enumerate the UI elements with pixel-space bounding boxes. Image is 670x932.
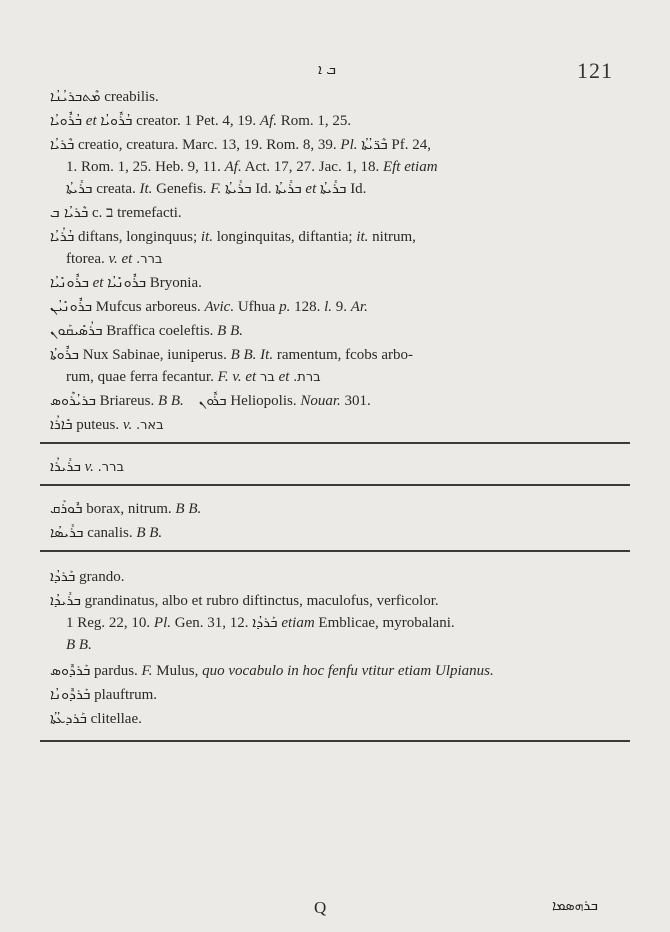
- abbrev: It.: [139, 181, 153, 197]
- conjunction: et: [85, 113, 97, 129]
- entry: [50, 272, 628, 294]
- syriac-headword: ܒܶܪܝܳܐ: [50, 137, 75, 153]
- definition: Mufcus arboreus.: [95, 299, 201, 315]
- syriac-plural: ܒܶܪ̈ܝܳܬܳܐ: [361, 137, 388, 153]
- syriac-headword: ܡܶܬܒܪܝܳܢܳܐ: [50, 89, 101, 105]
- definition: ftorea.: [66, 251, 105, 267]
- definition: creatio, creatura. Marc. 13, 19. Rom. 8, 39.: [77, 137, 337, 153]
- entry: [50, 202, 628, 224]
- reference: Id.: [255, 181, 272, 197]
- continuation: [66, 248, 628, 271]
- syriac-headword: ܒܪܝܳܪܶܘܣ: [50, 393, 96, 409]
- definition: c. ב tremefacti.: [91, 205, 182, 221]
- definition: Nux Sabinae, iuniperus.: [82, 347, 227, 363]
- entry: [50, 110, 628, 132]
- reference: 128.: [294, 299, 321, 315]
- abbrev: Af.: [259, 113, 277, 129]
- definition: plauftrum.: [94, 687, 158, 703]
- definition: creata.: [96, 181, 136, 197]
- definition: grandinatus, albo et rubro diftinctus, maculofus, verficolor.: [84, 593, 439, 609]
- abbrev: Pl.: [153, 615, 172, 631]
- continuation: [66, 178, 628, 200]
- running-head: ܒ ܐ: [318, 62, 336, 78]
- syriac-headword: ܒܰܪܕܳܐ: [50, 569, 76, 585]
- abbrev: l.: [324, 299, 332, 315]
- syriac-word: ܒܪܺܝܬܳܐ: [225, 181, 252, 197]
- syriac-headword: ܒܳܪܽܘܝܳܐ: [100, 113, 133, 129]
- syriac-word: ܒܰܪܕܳܐ: [252, 615, 278, 631]
- reference: Gen. 31, 12.: [174, 615, 249, 631]
- entry: [50, 86, 628, 108]
- definition: nitrum,: [372, 229, 416, 245]
- entry: [50, 226, 628, 271]
- definition: Bryonia.: [149, 275, 202, 291]
- note: quo vocabulo in hoc fenfu vtitur etiam Ulpianus.: [202, 663, 494, 679]
- reference: 1 Reg. 22, 10.: [66, 615, 151, 631]
- page-number: 121: [577, 58, 613, 83]
- syriac-headword: ܒܽܘܪܰܩ: [50, 501, 83, 517]
- definition: pardus.: [94, 663, 138, 679]
- abbrev: B B.: [230, 347, 257, 363]
- abbrev: B B.: [136, 525, 163, 541]
- continuation: [66, 156, 628, 178]
- syriac-headword: ܒܰܪܕܽܘܣ: [50, 663, 91, 679]
- definition: puteus.: [76, 417, 120, 433]
- reference: 301.: [344, 393, 371, 409]
- syriac-headword: ܒܪܽܘܢܺܝܳܐ: [107, 275, 147, 291]
- abbrev: Af.: [224, 159, 242, 175]
- abbrev: F.: [217, 369, 229, 385]
- entry: [50, 296, 628, 318]
- entry: [50, 660, 628, 682]
- section-rule: [40, 442, 630, 444]
- reference: Rom. 1, 25.: [280, 113, 352, 129]
- abbrev: It.: [260, 347, 274, 363]
- syriac-headword: ܒܶܪܝܳܐ ܒ: [50, 205, 89, 221]
- conjunction: et: [278, 369, 290, 385]
- abbrev: B B.: [157, 393, 184, 409]
- hebrew-ref: ברת.: [293, 370, 321, 385]
- abbrev: Ar.: [350, 299, 368, 315]
- abbrev: B B.: [66, 637, 92, 653]
- entry: [50, 708, 628, 730]
- abbrev: F.: [141, 663, 153, 679]
- definition: Braffica coeleftis.: [106, 323, 214, 339]
- definition: Heliopolis.: [230, 393, 297, 409]
- reference: 9.: [335, 299, 347, 315]
- reference: Id.: [350, 181, 367, 197]
- definition: clitellae.: [90, 711, 142, 727]
- conjunction: et: [92, 275, 104, 291]
- syriac-headword: ܒܪܳܣܺܝܩܰܘܢ: [50, 323, 103, 339]
- definition: creabilis.: [104, 89, 159, 105]
- definition: ramentum, fcobs arbo-: [276, 347, 414, 363]
- syriac-word: ܒܪܺܝܬܳܐ: [320, 181, 347, 197]
- entry: [50, 320, 628, 342]
- abbrev: Avic.: [204, 299, 235, 315]
- syriac-headword: ܒܳܪܽܘܝܳܐ: [50, 113, 83, 129]
- syriac-headword: ܒܪܽܘܢܺܝܳܢ: [50, 299, 93, 315]
- abbrev: v. et: [108, 251, 133, 267]
- reference: Genefis.: [156, 181, 207, 197]
- hebrew-ref: באר.: [135, 418, 164, 433]
- definition: rum, quae ferra fecantur.: [66, 369, 214, 385]
- abbrev: B B.: [175, 501, 202, 517]
- definition: grando.: [79, 569, 125, 585]
- syriac-headword: ܒܪܽܘܢܺܝܳܐ: [50, 275, 89, 291]
- entry: [50, 414, 628, 437]
- reference: Act. 17, 27. Jac. 1, 18.: [244, 159, 380, 175]
- continuation: [66, 366, 628, 389]
- entry: [50, 344, 628, 389]
- syriac-word: ܒܪܺܝܬܳܐ: [66, 181, 93, 197]
- section-rule: [40, 740, 630, 742]
- entry: [50, 390, 628, 412]
- definition: Ufhua: [237, 299, 276, 315]
- catchword: ܒܪܗܣܡܐ: [552, 898, 598, 914]
- abbrev: v.: [122, 417, 133, 433]
- hebrew-ref: ברר.: [136, 252, 163, 267]
- syriac-headword: ܒܰܪܕܽܘܢܳܐ: [50, 687, 91, 703]
- entry: [50, 566, 628, 588]
- definition: creator. 1 Pet. 4, 19.: [136, 113, 257, 129]
- definition: diftans, longinquus;: [77, 229, 198, 245]
- definition: canalis.: [87, 525, 133, 541]
- hebrew-ref: ברר.: [97, 460, 124, 475]
- abbrev: it.: [356, 229, 369, 245]
- abbrev: Nouar.: [300, 393, 341, 409]
- continuation: [66, 612, 628, 634]
- entry: [50, 590, 628, 656]
- signature-mark: Q: [314, 898, 327, 917]
- definition: Emblicae, myrobalani.: [318, 615, 455, 631]
- syriac-headword: ܒܳܪܳܝܳܐ: [50, 229, 75, 245]
- section-rule: [40, 550, 630, 552]
- syriac-headword: ܒܺܐܪܳܐ: [50, 417, 73, 433]
- syriac-headword: ܒܪܺܝܕܳܐ: [50, 593, 81, 609]
- abbrev: it.: [200, 229, 213, 245]
- entry: [50, 456, 628, 479]
- entry: [50, 522, 628, 544]
- section-rule: [40, 484, 630, 486]
- syriac-headword: ܒܪܺܝܣܳܐ: [50, 525, 84, 541]
- entry: [50, 498, 628, 520]
- definition: Mulus,: [156, 663, 199, 679]
- syriac-headword: ܒܪܽܘܬܳܐ: [50, 347, 79, 363]
- syriac-headword: ܒܪܽܘܢ: [198, 393, 227, 409]
- abbrev: Pl.: [340, 137, 358, 153]
- reference: Pf. 24,: [391, 137, 432, 153]
- definition: longinquitas, diftantia;: [216, 229, 353, 245]
- syriac-headword: ܒܪܺܝܪܳܐ: [50, 459, 81, 475]
- definition: Briareus.: [99, 393, 155, 409]
- abbrev: p.: [279, 299, 291, 315]
- definition: borax, nitrum.: [86, 501, 172, 517]
- entry: [50, 684, 628, 706]
- syriac-headword: ܒܰܪܕܥܳܬܳܐ: [50, 711, 87, 727]
- abbrev: Eft etiam: [382, 159, 438, 175]
- syriac-word: ܒܪܺܝܬܳܐ: [275, 181, 302, 197]
- abbrev: v. et: [232, 369, 257, 385]
- reference: 1. Rom. 1, 25. Heb. 9, 11.: [66, 159, 221, 175]
- abbrev: v.: [84, 459, 94, 475]
- entry: [50, 134, 628, 200]
- conjunction: et: [305, 181, 317, 197]
- abbrev: B B.: [217, 323, 243, 339]
- abbrev: F.: [210, 181, 222, 197]
- hebrew-ref: בר: [259, 370, 275, 385]
- abbrev: etiam: [281, 615, 315, 631]
